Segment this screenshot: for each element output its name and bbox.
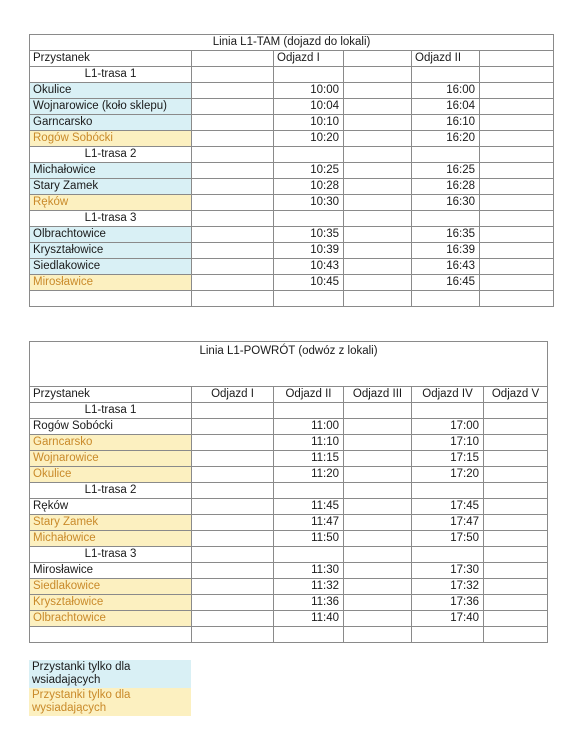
table-header-row	[30, 387, 548, 403]
stop-name: Michałowice	[30, 163, 192, 179]
empty-cell	[484, 419, 548, 435]
stop-row	[30, 195, 554, 211]
stop-name: Garncarsko	[30, 435, 192, 451]
departure-time: 16:43	[412, 259, 480, 275]
route-name: L1-trasa 1	[30, 403, 192, 419]
empty-cell	[30, 291, 192, 307]
departure-time: 11:10	[274, 435, 344, 451]
departure-time: 16:28	[412, 179, 480, 195]
empty-cell	[344, 195, 412, 211]
departure-time: 10:10	[274, 115, 344, 131]
empty-cell	[344, 259, 412, 275]
column-header: Przystanek	[30, 387, 192, 403]
empty-cell	[192, 499, 274, 515]
route-row	[30, 403, 548, 419]
empty-cell	[484, 435, 548, 451]
departure-time: 17:40	[412, 611, 484, 627]
empty-cell	[344, 67, 412, 83]
stop-row	[30, 611, 548, 627]
empty-cell	[480, 163, 554, 179]
empty-cell	[344, 147, 412, 163]
departure-time: 10:25	[274, 163, 344, 179]
stop-row	[30, 435, 548, 451]
blank-row	[30, 627, 548, 643]
empty-cell	[344, 563, 412, 579]
empty-cell	[344, 483, 412, 499]
stop-row	[30, 579, 548, 595]
empty-cell	[192, 627, 274, 643]
legend-boarding: Przystanki tylko dla wsiadających	[29, 660, 191, 688]
stop-name: Kryształowice	[30, 595, 192, 611]
empty-cell	[480, 195, 554, 211]
departure-time: 16:04	[412, 99, 480, 115]
stop-row	[30, 563, 548, 579]
empty-cell	[484, 627, 548, 643]
empty-cell	[192, 291, 274, 307]
empty-cell	[344, 627, 412, 643]
departure-time: 16:35	[412, 227, 480, 243]
empty-cell	[274, 147, 344, 163]
empty-cell	[344, 403, 412, 419]
empty-cell	[192, 131, 274, 147]
empty-cell	[412, 291, 480, 307]
empty-cell	[274, 483, 344, 499]
empty-cell	[412, 627, 484, 643]
empty-cell	[192, 403, 274, 419]
empty-cell	[192, 67, 274, 83]
empty-cell	[484, 451, 548, 467]
departure-time: 11:36	[274, 595, 344, 611]
empty-cell	[344, 579, 412, 595]
empty-cell	[192, 211, 274, 227]
route-name: L1-trasa 3	[30, 211, 192, 227]
departure-time: 17:32	[412, 579, 484, 595]
departure-time: 11:15	[274, 451, 344, 467]
empty-cell	[192, 243, 274, 259]
stop-name: Rogów Sobócki	[30, 131, 192, 147]
column-header: Przystanek	[30, 51, 192, 67]
empty-cell	[192, 483, 274, 499]
departure-time: 17:47	[412, 515, 484, 531]
departure-time: 10:30	[274, 195, 344, 211]
departure-time: 17:30	[412, 563, 484, 579]
empty-cell	[344, 419, 412, 435]
departure-time: 11:47	[274, 515, 344, 531]
column-header: Odjazd I	[192, 387, 274, 403]
empty-cell	[344, 595, 412, 611]
departure-time: 11:32	[274, 579, 344, 595]
empty-cell	[344, 499, 412, 515]
route-name: L1-trasa 2	[30, 147, 192, 163]
empty-cell	[192, 451, 274, 467]
empty-cell	[344, 115, 412, 131]
empty-cell	[344, 451, 412, 467]
route-row	[30, 211, 554, 227]
empty-cell	[344, 211, 412, 227]
empty-cell	[412, 147, 480, 163]
empty-cell	[344, 83, 412, 99]
empty-cell	[192, 179, 274, 195]
stop-name: Wojnarowice	[30, 451, 192, 467]
empty-cell	[412, 547, 484, 563]
timetable-powrot	[29, 341, 548, 643]
stop-name: Okulice	[30, 83, 192, 99]
empty-cell	[274, 403, 344, 419]
empty-cell	[274, 291, 344, 307]
departure-time: 16:20	[412, 131, 480, 147]
empty-cell	[192, 595, 274, 611]
empty-cell	[344, 163, 412, 179]
departure-time: 10:43	[274, 259, 344, 275]
empty-cell	[274, 67, 344, 83]
departure-time: 17:45	[412, 499, 484, 515]
departure-time: 17:36	[412, 595, 484, 611]
empty-cell	[480, 243, 554, 259]
stop-row	[30, 131, 554, 147]
empty-cell	[484, 403, 548, 419]
departure-time: 17:15	[412, 451, 484, 467]
empty-cell	[344, 467, 412, 483]
route-name: L1-trasa 2	[30, 483, 192, 499]
stop-name: Michałowice	[30, 531, 192, 547]
empty-cell	[274, 627, 344, 643]
stop-row	[30, 259, 554, 275]
stop-row	[30, 499, 548, 515]
empty-cell	[274, 211, 344, 227]
departure-time: 17:50	[412, 531, 484, 547]
empty-cell	[192, 83, 274, 99]
stop-name: Ręków	[30, 195, 192, 211]
empty-cell	[480, 291, 554, 307]
departure-time: 11:30	[274, 563, 344, 579]
departure-time: 16:39	[412, 243, 480, 259]
stop-name: Garncarsko	[30, 115, 192, 131]
table-title: Linia L1-POWRÓT (odwóz z lokali)	[30, 342, 548, 387]
empty-cell	[192, 467, 274, 483]
stop-name: Okulice	[30, 467, 192, 483]
column-header	[480, 51, 554, 67]
departure-time: 16:30	[412, 195, 480, 211]
stop-name: Mirosławice	[30, 563, 192, 579]
table-header-row	[30, 51, 554, 67]
departure-time: 11:00	[274, 419, 344, 435]
stop-row	[30, 227, 554, 243]
empty-cell	[484, 483, 548, 499]
empty-cell	[344, 531, 412, 547]
stop-row	[30, 451, 548, 467]
table-title-row	[30, 35, 554, 51]
stop-row	[30, 515, 548, 531]
departure-time: 16:45	[412, 275, 480, 291]
empty-cell	[192, 515, 274, 531]
empty-cell	[412, 483, 484, 499]
empty-cell	[344, 131, 412, 147]
stop-name: Siedlakowice	[30, 579, 192, 595]
empty-cell	[412, 211, 480, 227]
departure-time: 11:50	[274, 531, 344, 547]
departure-time: 10:04	[274, 99, 344, 115]
empty-cell	[344, 243, 412, 259]
departure-time: 17:10	[412, 435, 484, 451]
empty-cell	[344, 611, 412, 627]
empty-cell	[344, 275, 412, 291]
column-header: Odjazd IV	[412, 387, 484, 403]
column-header: Odjazd II	[412, 51, 480, 67]
empty-cell	[192, 547, 274, 563]
stop-name: Stary Zamek	[30, 515, 192, 531]
stop-row	[30, 99, 554, 115]
empty-cell	[480, 227, 554, 243]
stop-name: Rogów Sobócki	[30, 419, 192, 435]
departure-time: 11:45	[274, 499, 344, 515]
stop-row	[30, 275, 554, 291]
departure-time: 17:00	[412, 419, 484, 435]
stop-row	[30, 115, 554, 131]
empty-cell	[192, 275, 274, 291]
empty-cell	[480, 147, 554, 163]
empty-cell	[192, 195, 274, 211]
table-title-row	[30, 342, 548, 387]
empty-cell	[192, 147, 274, 163]
empty-cell	[344, 435, 412, 451]
departure-time: 10:39	[274, 243, 344, 259]
stop-name: Olbrachtowice	[30, 611, 192, 627]
stop-row	[30, 419, 548, 435]
column-header	[344, 51, 412, 67]
stop-name: Ręków	[30, 499, 192, 515]
column-header: Odjazd I	[274, 51, 344, 67]
stop-row	[30, 595, 548, 611]
departure-time: 16:10	[412, 115, 480, 131]
empty-cell	[480, 275, 554, 291]
stop-name: Kryształowice	[30, 243, 192, 259]
legend-alighting: Przystanki tylko dla wysiadających	[29, 688, 191, 716]
empty-cell	[192, 227, 274, 243]
empty-cell	[484, 499, 548, 515]
route-row	[30, 147, 554, 163]
empty-cell	[192, 419, 274, 435]
legend	[29, 660, 191, 716]
empty-cell	[30, 627, 192, 643]
stop-row	[30, 531, 548, 547]
stop-row	[30, 163, 554, 179]
departure-time: 10:28	[274, 179, 344, 195]
empty-cell	[192, 115, 274, 131]
empty-cell	[484, 563, 548, 579]
empty-cell	[344, 547, 412, 563]
stop-name: Mirosławice	[30, 275, 192, 291]
empty-cell	[412, 403, 484, 419]
empty-cell	[480, 83, 554, 99]
timetable-tam	[29, 34, 554, 307]
empty-cell	[480, 211, 554, 227]
empty-cell	[480, 131, 554, 147]
empty-cell	[192, 563, 274, 579]
departure-time: 10:20	[274, 131, 344, 147]
route-row	[30, 483, 548, 499]
stop-row	[30, 83, 554, 99]
stop-name: Siedlakowice	[30, 259, 192, 275]
empty-cell	[192, 163, 274, 179]
stop-name: Wojnarowice (koło sklepu)	[30, 99, 192, 115]
stop-name: Stary Zamek	[30, 179, 192, 195]
stop-row	[30, 179, 554, 195]
departure-time: 10:35	[274, 227, 344, 243]
departure-time: 17:20	[412, 467, 484, 483]
empty-cell	[484, 611, 548, 627]
empty-cell	[344, 515, 412, 531]
column-header: Odjazd V	[484, 387, 548, 403]
stop-row	[30, 243, 554, 259]
column-header	[192, 51, 274, 67]
departure-time: 11:40	[274, 611, 344, 627]
empty-cell	[274, 547, 344, 563]
table-title: Linia L1-TAM (dojazd do lokali)	[30, 35, 554, 51]
column-header: Odjazd II	[274, 387, 344, 403]
empty-cell	[192, 579, 274, 595]
empty-cell	[344, 179, 412, 195]
departure-time: 10:45	[274, 275, 344, 291]
empty-cell	[344, 291, 412, 307]
empty-cell	[192, 531, 274, 547]
empty-cell	[484, 531, 548, 547]
empty-cell	[480, 67, 554, 83]
empty-cell	[344, 227, 412, 243]
empty-cell	[192, 611, 274, 627]
empty-cell	[484, 547, 548, 563]
empty-cell	[192, 435, 274, 451]
empty-cell	[480, 115, 554, 131]
empty-cell	[480, 259, 554, 275]
empty-cell	[484, 467, 548, 483]
empty-cell	[412, 67, 480, 83]
empty-cell	[344, 99, 412, 115]
stop-name: Olbrachtowice	[30, 227, 192, 243]
empty-cell	[484, 595, 548, 611]
route-row	[30, 67, 554, 83]
empty-cell	[192, 99, 274, 115]
empty-cell	[480, 179, 554, 195]
departure-time: 16:00	[412, 83, 480, 99]
route-name: L1-trasa 3	[30, 547, 192, 563]
empty-cell	[484, 515, 548, 531]
departure-time: 11:20	[274, 467, 344, 483]
empty-cell	[484, 579, 548, 595]
column-header: Odjazd III	[344, 387, 412, 403]
route-name: L1-trasa 1	[30, 67, 192, 83]
route-row	[30, 547, 548, 563]
departure-time: 10:00	[274, 83, 344, 99]
empty-cell	[192, 259, 274, 275]
empty-cell	[480, 99, 554, 115]
stop-row	[30, 467, 548, 483]
departure-time: 16:25	[412, 163, 480, 179]
blank-row	[30, 291, 554, 307]
